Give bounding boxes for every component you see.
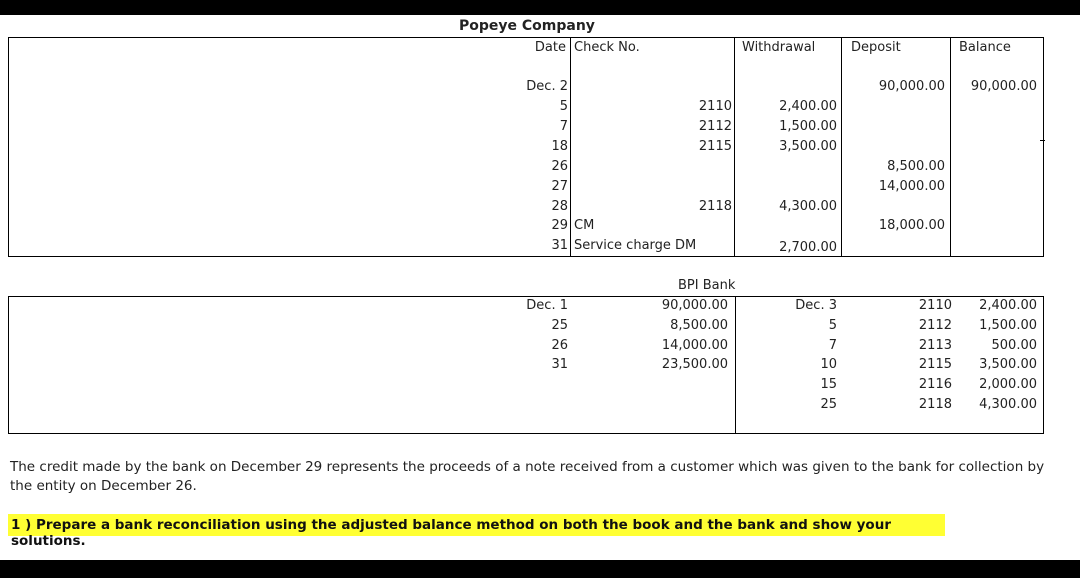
credit-check: 2113 bbox=[918, 338, 952, 353]
credit-date: Dec. 3 bbox=[795, 298, 837, 313]
document-page bbox=[0, 15, 1080, 560]
row-date: Dec. 2 bbox=[526, 79, 568, 94]
credit-amount: 2,000.00 bbox=[979, 377, 1037, 392]
row-check: 2110 bbox=[698, 99, 732, 114]
row-withdrawal: 3,500.00 bbox=[779, 139, 837, 154]
header-deposit: Deposit bbox=[851, 40, 901, 55]
header-balance: Balance bbox=[959, 40, 1011, 55]
divider bbox=[735, 296, 736, 434]
note-paragraph: The credit made by the bank on December 29 represents the proceeds of a note received from a customer which was given to the bank for collection by the entity on December 26. bbox=[10, 459, 1045, 494]
row-deposit: 18,000.00 bbox=[878, 218, 945, 233]
divider bbox=[841, 37, 842, 257]
credit-date: 5 bbox=[828, 318, 837, 333]
credit-check: 2116 bbox=[918, 377, 952, 392]
debit-date: 25 bbox=[551, 318, 568, 333]
row-deposit: 8,500.00 bbox=[887, 159, 945, 174]
row-withdrawal: 1,500.00 bbox=[779, 119, 837, 134]
row-deposit: 90,000.00 bbox=[878, 79, 945, 94]
credit-date: 25 bbox=[820, 397, 837, 412]
header-date: Date bbox=[534, 40, 566, 55]
divider bbox=[734, 37, 735, 257]
credit-amount: 1,500.00 bbox=[979, 318, 1037, 333]
debit-amount: 8,500.00 bbox=[670, 318, 728, 333]
row-withdrawal: 2,700.00 bbox=[779, 240, 837, 255]
instruction-highlight bbox=[8, 514, 945, 549]
header-withdrawal: Withdrawal bbox=[742, 40, 816, 55]
debit-date: 26 bbox=[551, 338, 568, 353]
debit-date: 31 bbox=[551, 357, 568, 372]
row-balance: 90,000.00 bbox=[970, 79, 1037, 94]
row-check: Service charge DM bbox=[574, 238, 697, 253]
row-check: 2115 bbox=[698, 139, 732, 154]
debit-date: Dec. 1 bbox=[526, 298, 568, 313]
tick-mark bbox=[1040, 140, 1045, 141]
row-check: CM bbox=[574, 218, 595, 233]
credit-check: 2110 bbox=[918, 298, 952, 313]
row-deposit: 14,000.00 bbox=[878, 179, 945, 194]
row-date: 31 bbox=[551, 238, 568, 253]
credit-date: 7 bbox=[828, 338, 837, 353]
row-date: 29 bbox=[551, 218, 568, 233]
credit-check: 2115 bbox=[918, 357, 952, 372]
credit-check: 2118 bbox=[918, 397, 952, 412]
credit-amount: 500.00 bbox=[991, 338, 1037, 353]
credit-date: 15 bbox=[820, 377, 837, 392]
debit-amount: 90,000.00 bbox=[661, 298, 728, 313]
credit-amount: 2,400.00 bbox=[979, 298, 1037, 313]
debit-amount: 14,000.00 bbox=[661, 338, 728, 353]
credit-amount: 4,300.00 bbox=[979, 397, 1037, 412]
credit-date: 10 bbox=[820, 357, 837, 372]
debit-amount: 23,500.00 bbox=[661, 357, 728, 372]
header-check-no: Check No. bbox=[574, 40, 640, 55]
row-check: 2118 bbox=[698, 199, 732, 214]
row-withdrawal: 4,300.00 bbox=[779, 199, 837, 214]
row-check: 2112 bbox=[698, 119, 732, 134]
divider bbox=[570, 37, 571, 257]
row-date: 18 bbox=[551, 139, 568, 154]
credit-amount: 3,500.00 bbox=[979, 357, 1037, 372]
row-withdrawal: 2,400.00 bbox=[779, 99, 837, 114]
divider bbox=[950, 37, 951, 257]
row-date: 28 bbox=[551, 199, 568, 214]
row-date: 27 bbox=[551, 179, 568, 194]
row-date: 26 bbox=[551, 159, 568, 174]
company-title: Popeye Company bbox=[459, 18, 595, 34]
row-date: 7 bbox=[559, 119, 568, 134]
row-date: 5 bbox=[559, 99, 568, 114]
instruction-text: 1 ) Prepare a bank reconciliation using the adjusted balance method on both the book and the bank and show your solutions. bbox=[11, 517, 891, 549]
credit-check: 2112 bbox=[918, 318, 952, 333]
ledger-title: BPI Bank bbox=[678, 278, 736, 293]
